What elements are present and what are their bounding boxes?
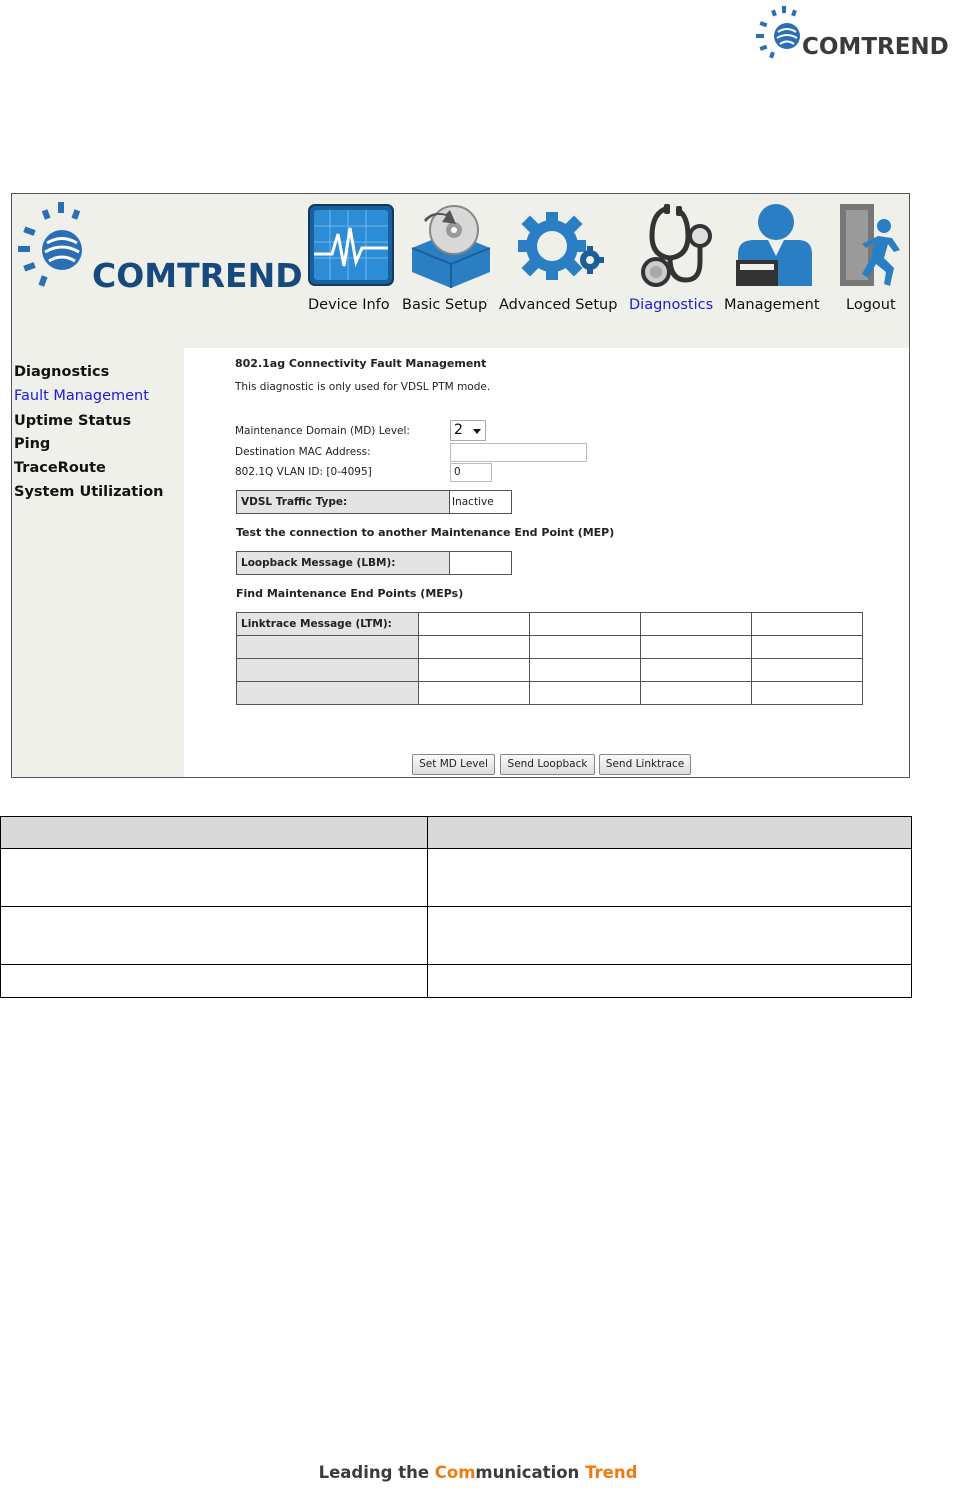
ltm-row-label <box>237 682 419 705</box>
ltm-cell <box>752 659 863 682</box>
table-row <box>237 636 863 659</box>
page-title: 802.1ag Connectivity Fault Management <box>235 357 487 370</box>
table-cell <box>428 849 912 907</box>
chart-monitor-icon[interactable] <box>308 204 394 286</box>
ltm-row-label <box>237 636 419 659</box>
tagline-part: Leading the <box>318 1463 435 1482</box>
table-row <box>237 613 863 636</box>
table-row <box>237 659 863 682</box>
ltm-label: Linktrace Message (LTM): <box>237 613 419 636</box>
ltm-cell <box>530 682 641 705</box>
loopback-table <box>236 551 512 575</box>
gears-icon[interactable] <box>512 206 604 286</box>
table-cell <box>428 965 912 998</box>
exit-door-icon[interactable] <box>838 202 910 288</box>
mode-note: This diagnostic is only used for VDSL PTM mode. <box>235 381 491 393</box>
ltm-cell <box>419 659 530 682</box>
ltm-cell <box>419 682 530 705</box>
vlan-id-input[interactable]: 0 <box>450 463 492 482</box>
router-ui-screenshot <box>11 193 910 778</box>
main-content <box>184 348 909 778</box>
ltm-cell <box>752 636 863 659</box>
stethoscope-icon[interactable] <box>638 202 714 290</box>
admin-user-icon[interactable] <box>734 202 814 286</box>
table-row <box>1 907 912 965</box>
nav-management[interactable]: Management <box>724 297 820 313</box>
footer-tagline <box>0 1463 956 1482</box>
disc-box-icon[interactable] <box>406 202 496 288</box>
table-cell <box>1 907 428 965</box>
dest-mac-input[interactable] <box>450 443 587 462</box>
ltm-cell <box>641 636 752 659</box>
lbm-label: Loopback Message (LBM): <box>237 552 450 575</box>
ltm-cell <box>752 613 863 636</box>
brand-wordmark: COMTREND <box>802 34 949 60</box>
table-row <box>1 817 912 849</box>
table-header-cell <box>428 817 912 849</box>
sidebar-item-fault-management[interactable]: Fault Management <box>14 388 149 404</box>
nav-advanced-setup[interactable]: Advanced Setup <box>499 297 618 313</box>
sidebar-item-traceroute[interactable]: TraceRoute <box>14 460 106 476</box>
md-level-select[interactable] <box>450 420 486 441</box>
sidebar-item-uptime-status[interactable]: Uptime Status <box>14 413 132 429</box>
set-md-level-button[interactable]: Set MD Level <box>412 754 495 775</box>
brand-wordmark: COMTREND <box>92 256 303 295</box>
table-cell <box>1 849 428 907</box>
vdsl-traffic-value: Inactive <box>450 491 512 514</box>
ltm-row-label <box>237 659 419 682</box>
sidebar-item-system-utilization[interactable]: System Utilization <box>14 484 164 500</box>
comtrend-burst-icon <box>16 198 92 294</box>
table-header-cell <box>1 817 428 849</box>
nav-diagnostics[interactable]: Diagnostics <box>629 297 714 313</box>
vdsl-traffic-table <box>236 490 512 514</box>
dest-mac-label: Destination MAC Address: <box>235 446 371 458</box>
tagline-part: Trend <box>585 1463 638 1482</box>
table-cell <box>428 907 912 965</box>
send-linktrace-button[interactable]: Send Linktrace <box>599 754 691 775</box>
md-level-value: 2 <box>454 422 463 438</box>
ltm-cell <box>752 682 863 705</box>
lbm-value <box>450 552 512 575</box>
ltm-cell <box>641 613 752 636</box>
find-meps-heading: Find Maintenance End Points (MEPs) <box>236 587 464 600</box>
ltm-cell <box>530 659 641 682</box>
tagline-part: munication <box>475 1463 586 1482</box>
sidebar-item-diagnostics[interactable]: Diagnostics <box>14 364 110 380</box>
table-row <box>1 849 912 907</box>
comtrend-logo <box>16 198 306 298</box>
nav-basic-setup[interactable]: Basic Setup <box>402 297 488 313</box>
ltm-cell <box>419 636 530 659</box>
ltm-cell <box>419 613 530 636</box>
chevron-down-icon <box>473 429 481 434</box>
ltm-cell <box>530 636 641 659</box>
vdsl-traffic-label: VDSL Traffic Type: <box>237 491 450 514</box>
nav-logout[interactable]: Logout <box>846 297 896 313</box>
table-row <box>237 682 863 705</box>
description-table <box>0 816 912 998</box>
nav-device-info[interactable]: Device Info <box>308 297 390 313</box>
table-row <box>1 965 912 998</box>
ltm-cell <box>641 682 752 705</box>
sidebar-item-ping[interactable]: Ping <box>14 436 51 452</box>
send-loopback-button[interactable]: Send Loopback <box>500 754 595 775</box>
header-bar <box>12 194 909 348</box>
tagline-part: Com <box>434 1463 476 1482</box>
test-mep-heading: Test the connection to another Maintenance End Point (MEP) <box>236 526 615 539</box>
md-level-label: Maintenance Domain (MD) Level: <box>235 425 410 437</box>
vlan-id-label: 802.1Q VLAN ID: [0-4095] <box>235 466 372 478</box>
ltm-cell <box>641 659 752 682</box>
sidebar <box>12 348 184 778</box>
table-cell <box>1 965 428 998</box>
brand-logo <box>752 4 956 64</box>
linktrace-table <box>236 612 863 705</box>
ltm-cell <box>530 613 641 636</box>
